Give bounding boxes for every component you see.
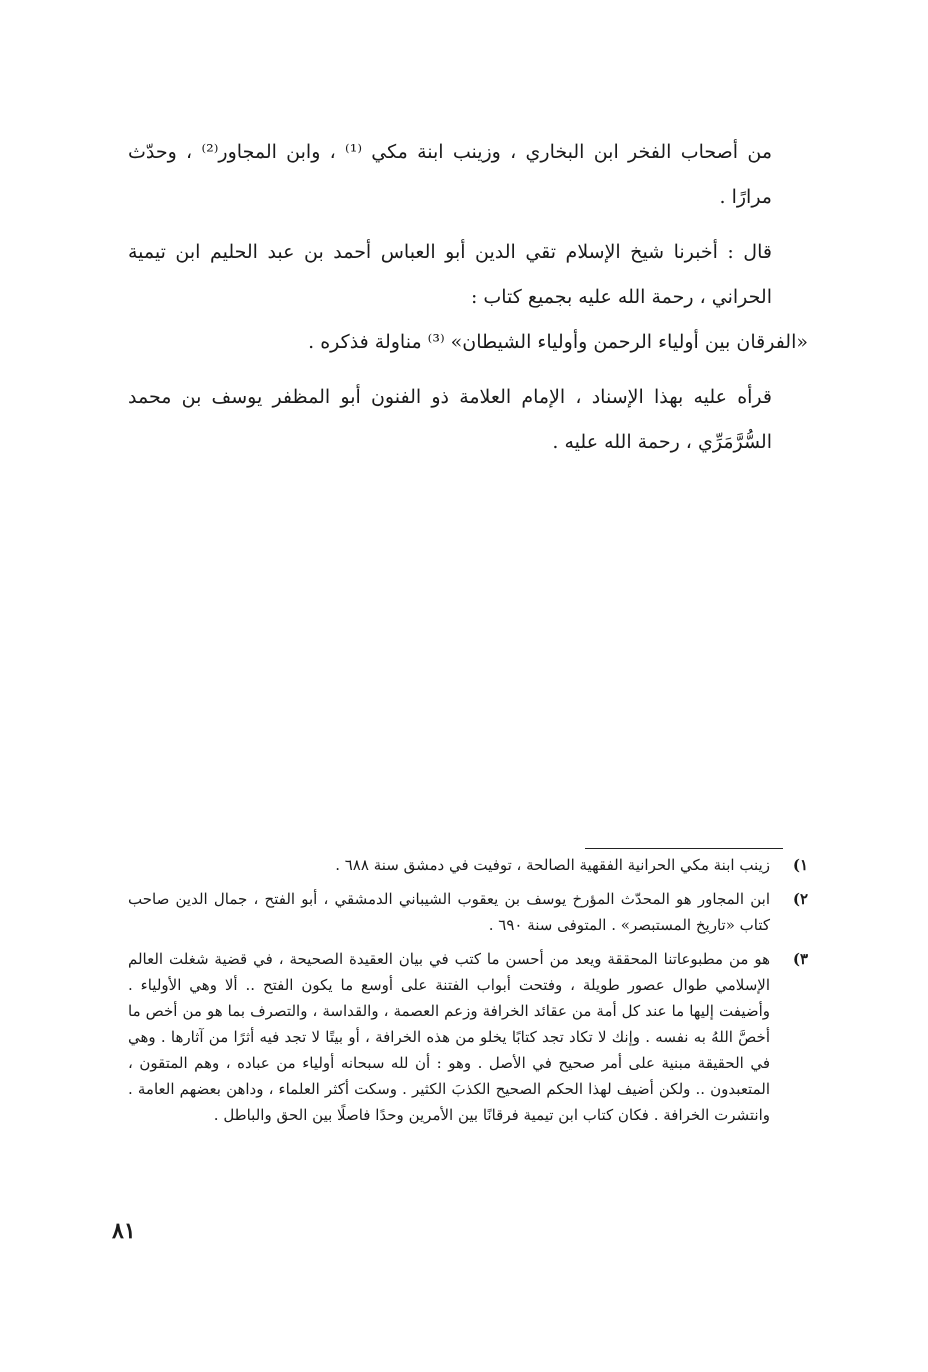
main-text <box>128 130 808 465</box>
footnote-number: ١) <box>792 856 808 874</box>
footnote-3 <box>128 946 808 1128</box>
footnote-divider <box>585 848 783 849</box>
paragraph-2: قال : أخبرنا شيخ الإسلام تقي الدين أبو العباس أحمد بن عبد الحليم ابن تيمية الحراني ، رحمة الله عليه بجميع كتاب : <box>128 241 772 308</box>
page-number: ٨١ <box>112 1218 136 1244</box>
footnotes <box>128 852 808 1136</box>
paragraph-1: من أصحاب الفخر ابن البخاري ، وزينب ابنة مكي ⁽¹⁾ ، وابن المجاور⁽²⁾ ، وحدّث مرارًا . <box>128 141 772 208</box>
footnote-number: ٢) <box>792 890 808 908</box>
footnote-1 <box>128 852 808 878</box>
footnote-text: هو من مطبوعاتنا المحققة ويعد من أحسن ما كتب في بيان العقيدة الصحيحة ، في قضية شغلت العالم الإسلامي طوال عصور طويلة ، وفتحت أبواب الفتنة على أوسع ما يكون الفتح .. ألا وهي الأولياء . وأضيفت إليها ما عند كل أمة من عقائد الخرافة وزعم العصمة ، والقداسة ، والتصرف بما هو من أخص ما أخصَّ اللهُ به نفسه . وإنك لا تكاد تجد كتابًا يخلو من هذه الخرافة ، أو بيتًا لا تجد فيه أثرًا من آثارها . وهي في الحقيقة مبنية على أمر صحيح في الأصل . وهو : أن لله سبحانه أولياء من عباده ، وهم المتقون ، المتعبدون .. ولكن أضيف لهذا الحكم الصحيح الكذبَ الكثير . وسكت أكثر العلماء ، وداهن بعضهم العامة . وانتشرت الخرافة . فكان كتاب ابن تيمية فرقانًا بين الأمرين وحدًا فاصلًا بين الحق والباطل . <box>128 950 770 1124</box>
footnote-text: زينب ابنة مكي الحرانية الفقهية الصالحة ، توفيت في دمشق سنة ٦٨٨ . <box>335 856 770 874</box>
paragraph-3: «الفرقان بين أولياء الرحمن وأولياء الشيطان» ⁽³⁾ مناولة فذكره . <box>308 331 808 353</box>
footnote-2 <box>128 886 808 938</box>
footnote-number: ٣) <box>792 950 808 968</box>
footnote-text: ابن المجاور هو المحدّث المؤرخ يوسف بن يعقوب الشيباني الدمشقي ، أبو الفتح ، جمال الدين صاحب كتاب «تاريخ المستبصر» . المتوفى سنة ٦٩٠ . <box>128 890 770 934</box>
paragraph-4: قرأه عليه بهذا الإسناد ، الإمام العلامة ذو الفنون أبو المظفر يوسف بن محمد السُّرَّمَرِّي ، رحمة الله عليه . <box>128 386 772 453</box>
